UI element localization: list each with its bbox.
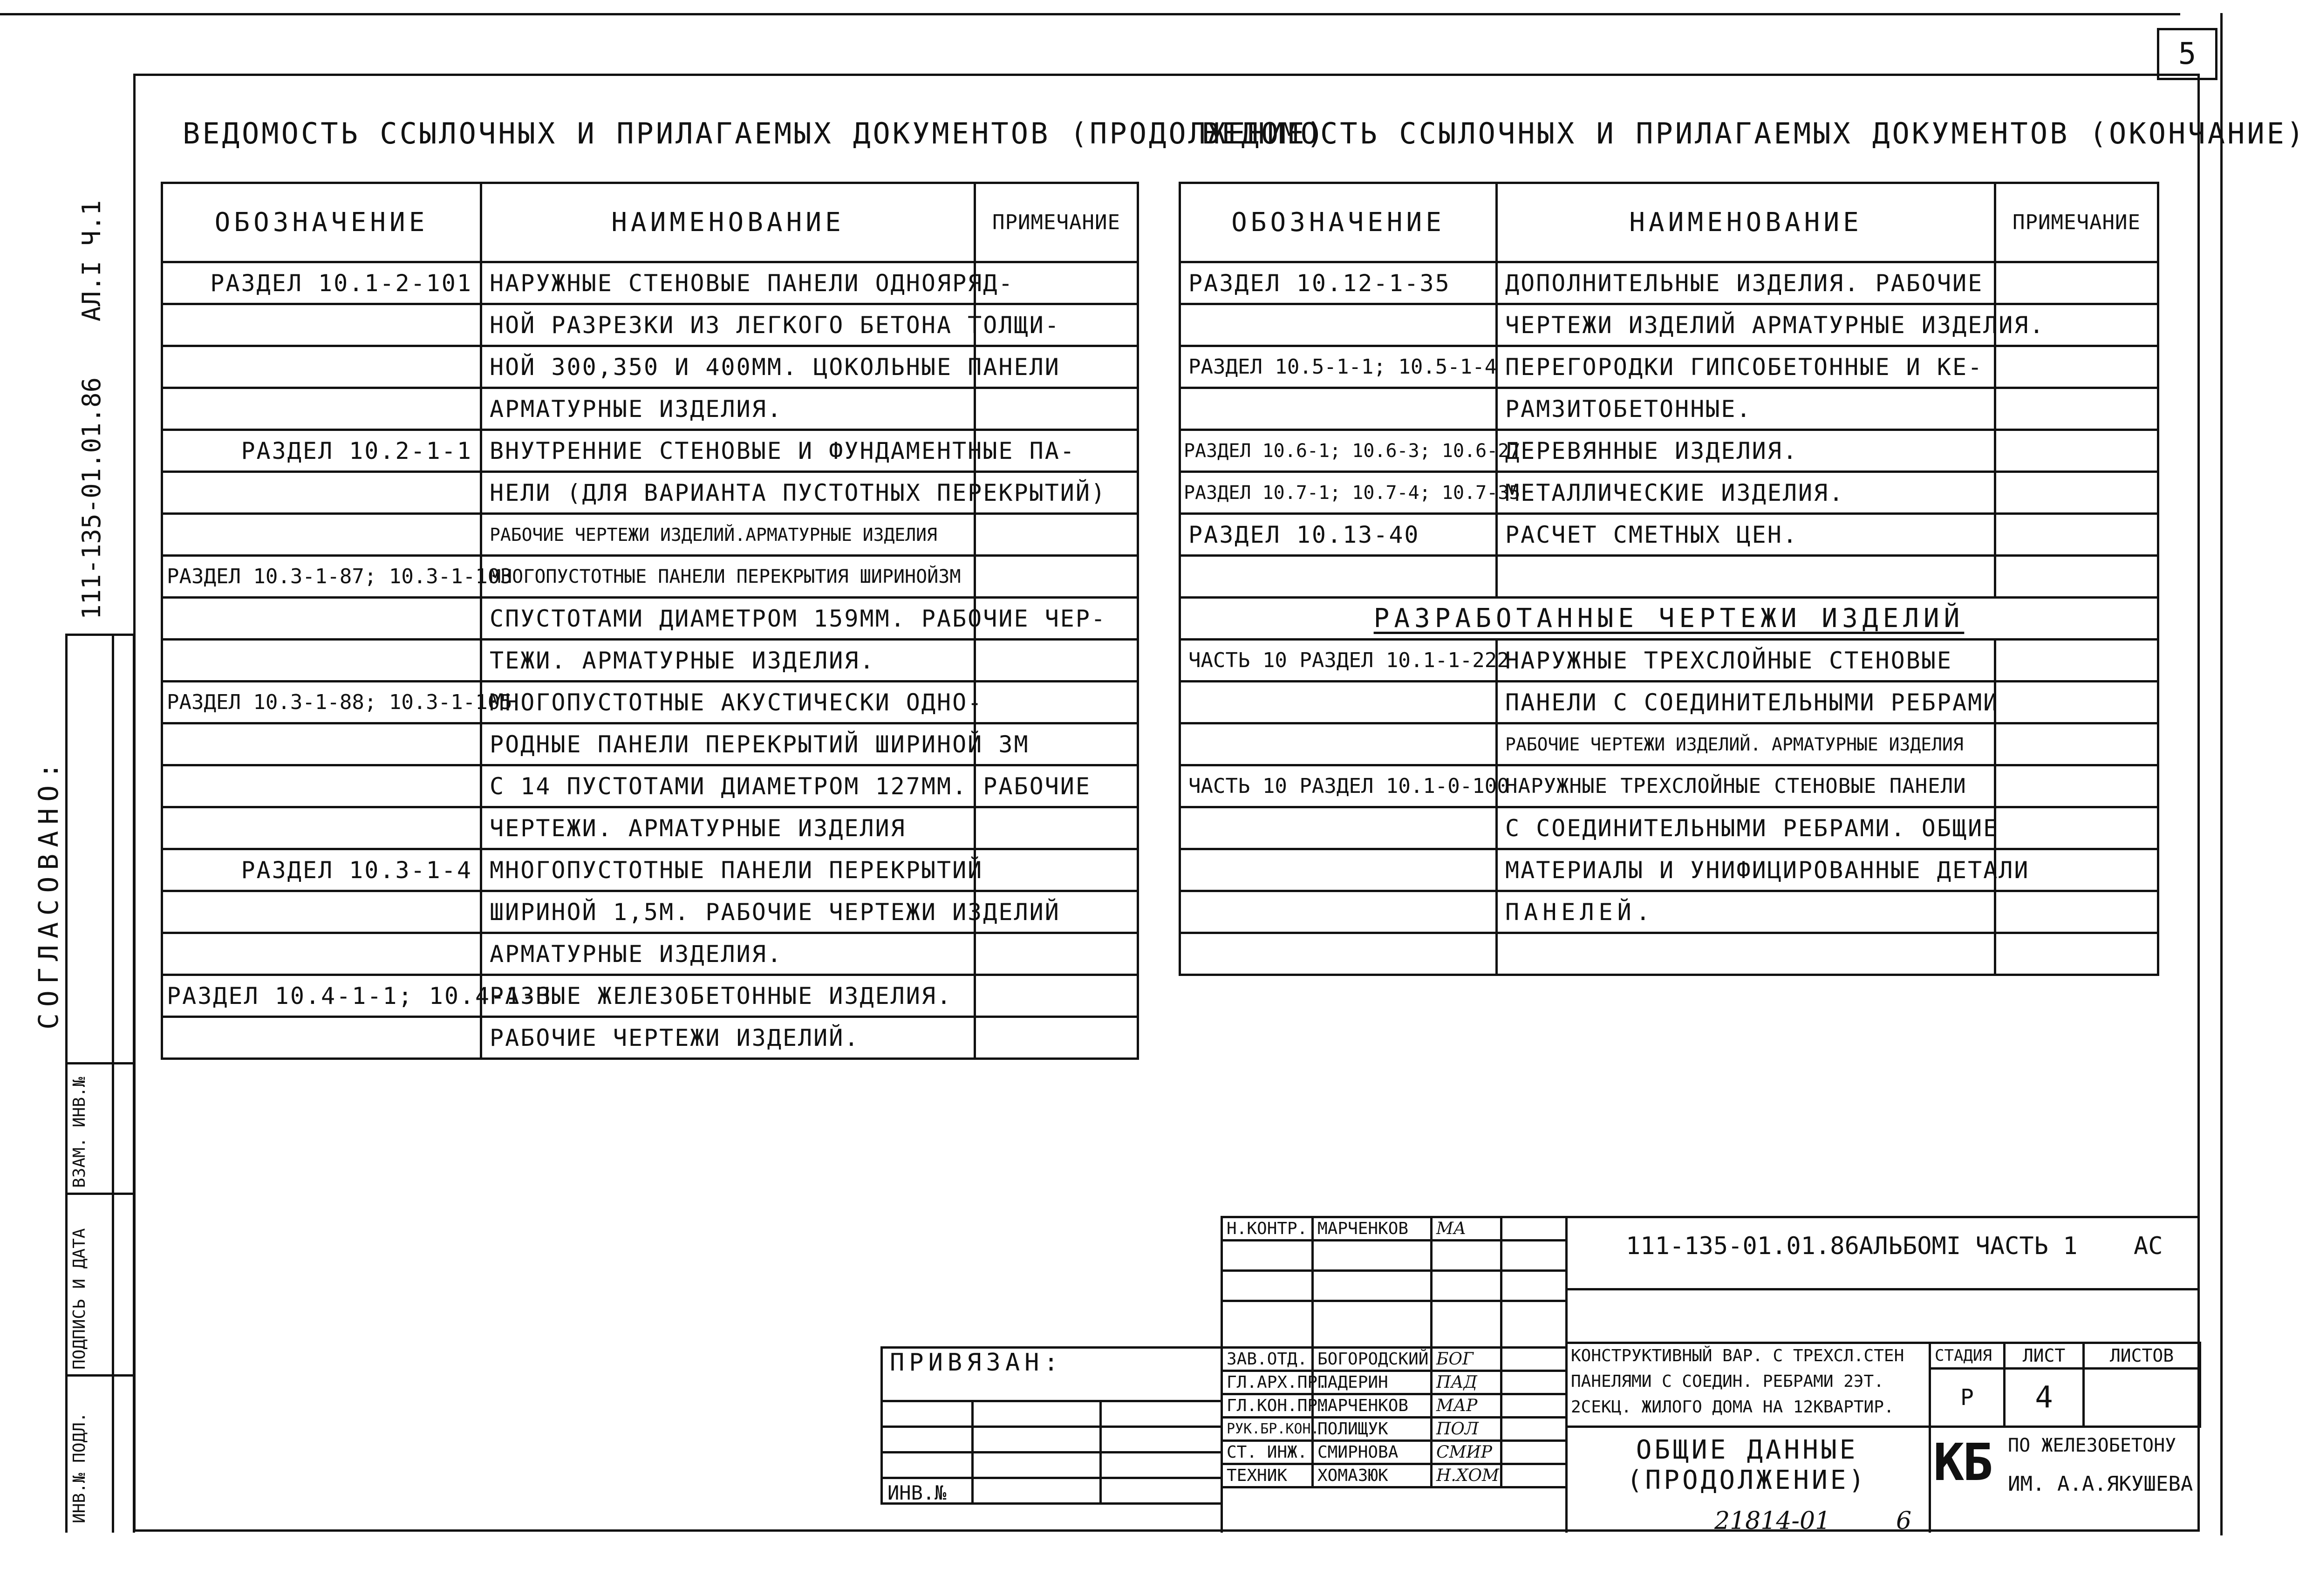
designation-code: 111-135-01.01.86 (1626, 1232, 1859, 1260)
table-row (162, 472, 1138, 514)
designation-cell (162, 598, 481, 640)
mark-code: АС (2134, 1232, 2163, 1260)
sheet-title-line-1: ОБЩИЕ ДАННЫЕ (1636, 1435, 1858, 1465)
stamp-inv-podl: ИНВ.№ ПОДЛ. (70, 1412, 89, 1523)
designation-cell (162, 723, 481, 765)
note-cell (975, 933, 1138, 975)
table-row (1180, 388, 2158, 430)
name-cell: ПЕРЕГОРОДКИ ГИПСОБЕТОННЫЕ И КЕ- (1497, 346, 1995, 388)
frame-right-border (2220, 13, 2223, 1535)
designation-cell (162, 304, 481, 346)
note-cell (975, 556, 1138, 598)
table-row (1180, 640, 2158, 682)
note-cell (1995, 472, 2158, 514)
binding-box-vline-1 (971, 1400, 974, 1505)
designation-cell (162, 472, 481, 514)
table-row (162, 765, 1138, 807)
table-row (162, 514, 1138, 556)
name-cell: НЕЛИ (ДЛЯ ВАРИАНТА ПУСТОТНЫХ ПЕРЕКРЫТИЙ) (481, 472, 975, 514)
col-header-name: НАИМЕНОВАНИЕ (481, 183, 975, 262)
designation-cell: РАЗДЕЛ 10.4-1-1; 10.4-1-3 (162, 975, 481, 1017)
designation-cell (1180, 891, 1497, 933)
name-cell: РОДНЫЕ ПАНЕЛИ ПЕРЕКРЫТИЙ ШИРИНОЙ 3М (481, 723, 975, 765)
note-cell (1995, 765, 2158, 807)
table-row (1180, 682, 2158, 723)
note-cell (1995, 891, 2158, 933)
designation-cell: ЧАСТЬ 10 РАЗДЕЛ 10.1-1-222 (1180, 640, 1497, 682)
designation-cell: РАЗДЕЛ 10.3-1-88; 10.3-1-105 (162, 682, 481, 723)
staff-role: Н.КОНТР. (1222, 1217, 1313, 1241)
description-line-3: 2СЕКЦ. ЖИЛОГО ДОМА НА 12КВАРТИР. (1571, 1398, 1894, 1417)
margin-strip-top (65, 634, 135, 636)
name-cell: НОЙ РАЗРЕЗКИ ИЗ ЛЕГКОГО БЕТОНА ТОЛЩИ- (481, 304, 975, 346)
col-header-designation: ОБОЗНАЧЕНИЕ (1180, 183, 1497, 262)
table-row (1180, 723, 2158, 765)
name-cell: НАРУЖНЫЕ ТРЕХСЛОЙНЫЕ СТЕНОВЫЕ ПАНЕЛИ (1497, 765, 1995, 807)
staff-name (1313, 1241, 1432, 1271)
staff-role: ЗАВ.ОТД. (1222, 1348, 1313, 1371)
frame-top-extension (0, 13, 2180, 15)
name-cell: РАМЗИТОБЕТОННЫЕ. (1497, 388, 1995, 430)
note-cell (975, 514, 1138, 556)
staff-row (1222, 1217, 1567, 1241)
table-row (1180, 765, 2158, 807)
staff-signature: БОГ (1432, 1348, 1501, 1371)
stage-header-row (1930, 1343, 2200, 1369)
right-table-title: ВЕДОМОСТЬ ССЫЛОЧНЫХ И ПРИЛАГАЕМЫХ ДОКУМЕНТОВ (ОКОНЧАНИЕ) (1202, 116, 2306, 150)
corner-number: 5 (2178, 37, 2197, 71)
name-cell: АРМАТУРНЫЕ ИЗДЕЛИЯ. (481, 933, 975, 975)
designation-cell: РАЗДЕЛ 10.5-1-1; 10.5-1-4 (1180, 346, 1497, 388)
note-cell (1995, 262, 2158, 304)
name-cell: МАТЕРИАЛЫ И УНИФИЦИРОВАННЫЕ ДЕТАЛИ (1497, 849, 1995, 891)
table-row (162, 388, 1138, 430)
staff-signature: СМИР (1432, 1441, 1501, 1464)
sheet-value: 4 (2005, 1369, 2084, 1427)
table-row (1180, 262, 2158, 304)
stage-value-row (1930, 1369, 2200, 1427)
note-cell (1995, 640, 2158, 682)
designation-cell: РАЗДЕЛ 10.12-1-35 (1180, 262, 1497, 304)
table-row (162, 346, 1138, 388)
note-cell (975, 849, 1138, 891)
sheets-label: ЛИСТОВ (2084, 1343, 2200, 1369)
designation-cell (1180, 682, 1497, 723)
staff-signature: ПОЛ (1432, 1418, 1501, 1441)
staff-row (1222, 1394, 1567, 1418)
table-row (162, 1017, 1138, 1059)
name-cell: ВНУТРЕННИЕ СТЕНОВЫЕ И ФУНДАМЕНТНЫЕ ПА- (481, 430, 975, 472)
table-row (162, 430, 1138, 472)
description-line-1: КОНСТРУКТИВНЫЙ ВАР. С ТРЕХСЛ.СТЕН (1571, 1346, 1904, 1365)
binding-box-line-2 (880, 1425, 1223, 1428)
designation-cell (162, 514, 481, 556)
staff-name (1313, 1301, 1432, 1348)
name-cell: СПУСТОТАМИ ДИАМЕТРОМ 159ММ. РАБОЧИЕ ЧЕР- (481, 598, 975, 640)
designation-cell: РАЗДЕЛ 10.7-1; 10.7-4; 10.7-35 (1180, 472, 1497, 514)
designation-cell (1180, 388, 1497, 430)
note-cell (975, 975, 1138, 1017)
note-cell (1995, 346, 2158, 388)
name-cell: С 14 ПУСТОТАМИ ДИАМЕТРОМ 127ММ. РАБОЧИЕ (481, 765, 975, 807)
note-cell (1995, 514, 2158, 556)
name-cell: НОЙ 300,350 И 400ММ. ЦОКОЛЬНЫЕ ПАНЕЛИ (481, 346, 975, 388)
org-line-1: ПО ЖЕЛЕЗОБЕТОНУ (2008, 1435, 2176, 1456)
designation-cell (1180, 807, 1497, 849)
stage-value: Р (1930, 1369, 2005, 1427)
description-line-2: ПАНЕЛЯМИ С СОЕДИН. РЕБРАМИ 2ЭТ. (1571, 1372, 1884, 1391)
margin-strip-cut-3 (65, 1374, 135, 1377)
designation-cell (1180, 304, 1497, 346)
sheet-label: ЛИСТ (2005, 1343, 2084, 1369)
name-cell: НАРУЖНЫЕ ТРЕХСЛОЙНЫЕ СТЕНОВЫЕ (1497, 640, 1995, 682)
org-line-2: ИМ. А.А.ЯКУШЕВА (2008, 1472, 2193, 1496)
designation-cell: РАЗДЕЛ 10.2-1-1 (162, 430, 481, 472)
staff-name: ХОМАЗЮК (1313, 1464, 1432, 1487)
margin-code: 111-135-01.01.86 (77, 377, 106, 620)
name-cell (1497, 933, 1995, 975)
name-cell: МЕТАЛЛИЧЕСКИЕ ИЗДЕЛИЯ. (1497, 472, 1995, 514)
staff-role: ТЕХНИК (1222, 1464, 1313, 1487)
note-cell (975, 807, 1138, 849)
subheading-row (1180, 598, 2158, 640)
col-header-name: НАИМЕНОВАНИЕ (1497, 183, 1995, 262)
designation-cell (162, 891, 481, 933)
note-cell (975, 640, 1138, 682)
table-header-row (1180, 183, 2158, 262)
left-documents-table (161, 182, 1139, 1060)
staff-role (1222, 1301, 1313, 1348)
table-row (1180, 807, 2158, 849)
table-row (162, 598, 1138, 640)
designation-cell: ЧАСТЬ 10 РАЗДЕЛ 10.1-0-100 (1180, 765, 1497, 807)
name-cell: ЧЕРТЕЖИ ИЗДЕЛИЙ АРМАТУРНЫЕ ИЗДЕЛИЯ. (1497, 304, 1995, 346)
table-row (162, 262, 1138, 304)
staff-role (1222, 1241, 1313, 1271)
staff-row (1222, 1271, 1567, 1301)
name-cell: ПАНЕЛЕЙ. (1497, 891, 1995, 933)
staff-row (1222, 1371, 1567, 1394)
developed-drawings-subheading: РАЗРАБОТАННЫЕ ЧЕРТЕЖИ ИЗДЕЛИЙ (1180, 598, 2158, 640)
designation-cell (162, 346, 481, 388)
designation-cell (162, 765, 481, 807)
staff-signature: МАР (1432, 1394, 1501, 1418)
col-header-note: ПРИМЕЧАНИЕ (1995, 183, 2158, 262)
stage-sheet-table (1929, 1342, 2201, 1428)
inv-label: ИНВ.№ (887, 1481, 947, 1504)
staff-role (1222, 1271, 1313, 1301)
table-row (162, 556, 1138, 598)
note-cell (975, 1017, 1138, 1059)
name-cell: НАРУЖНЫЕ СТЕНОВЫЕ ПАНЕЛИ ОДНОЯРЯД- (481, 262, 975, 304)
table-row (162, 640, 1138, 682)
binding-box-line-4 (880, 1477, 1223, 1479)
designation-cell: РАЗДЕЛ 10.1-2-101 (162, 262, 481, 304)
note-cell (1995, 933, 2158, 975)
name-cell: РАСЧЕТ СМЕТНЫХ ЦЕН. (1497, 514, 1995, 556)
table-header-row (162, 183, 1138, 262)
table-row (1180, 304, 2158, 346)
designation-cell (162, 933, 481, 975)
name-cell (1497, 556, 1995, 598)
note-cell (1995, 388, 2158, 430)
staff-name: МАРЧЕНКОВ (1313, 1217, 1432, 1241)
name-cell: РАБОЧИЕ ЧЕРТЕЖИ ИЗДЕЛИЙ.АРМАТУРНЫЕ ИЗДЕЛИЯ (481, 514, 975, 556)
stamp-vzam-inv: ВЗАМ. ИНВ.№ (70, 1077, 89, 1188)
note-cell (975, 388, 1138, 430)
designation-cell (1180, 933, 1497, 975)
staff-row (1222, 1348, 1567, 1371)
sheet-title-line-2: (ПРОДОЛЖЕНИЕ) (1626, 1465, 1868, 1495)
designation-cell (162, 807, 481, 849)
name-cell: МНОГОПУСТОТНЫЕ ПАНЕЛИ ПЕРЕКРЫТИЙ (481, 849, 975, 891)
table-row (1180, 849, 2158, 891)
name-cell: РАБОЧИЕ ЧЕРТЕЖИ ИЗДЕЛИЙ. АРМАТУРНЫЕ ИЗДЕЛИЯ (1497, 723, 1995, 765)
note-cell (1995, 430, 2158, 472)
note-cell (1995, 682, 2158, 723)
designation-cell: РАЗДЕЛ 10.13-40 (1180, 514, 1497, 556)
name-cell: ПАНЕЛИ С СОЕДИНИТЕЛЬНЫМИ РЕБРАМИ (1497, 682, 1995, 723)
table-row (1180, 346, 2158, 388)
right-documents-table (1179, 182, 2159, 976)
album-part: АЛЬБОМI ЧАСТЬ 1 (1859, 1232, 2078, 1260)
bottom-page-number: 6 (1896, 1507, 1912, 1535)
designation-cell: РАЗДЕЛ 10.3-1-4 (162, 849, 481, 891)
staff-name: МАРЧЕНКОВ (1313, 1394, 1432, 1418)
table-row (162, 891, 1138, 933)
designation-cell: РАЗДЕЛ 10.3-1-87; 10.3-1-103 (162, 556, 481, 598)
agreed-label: СОГЛАСОВАНО: (33, 756, 64, 1030)
staff-name: ПАДЕРИН (1313, 1371, 1432, 1394)
table-row (1180, 933, 2158, 975)
name-cell: ЧЕРТЕЖИ. АРМАТУРНЫЕ ИЗДЕЛИЯ (481, 807, 975, 849)
album-label: АЛ.I Ч.1 (77, 200, 106, 321)
staff-row (1222, 1418, 1567, 1441)
org-logo: КБ (1933, 1432, 1992, 1492)
table-row (162, 723, 1138, 765)
staff-signature (1432, 1241, 1501, 1271)
note-cell (1995, 807, 2158, 849)
binding-box-line-1 (880, 1400, 1223, 1402)
staff-row (1222, 1301, 1567, 1348)
staff-signature (1432, 1271, 1501, 1301)
designation-row-line (1565, 1288, 2199, 1290)
table-row (162, 304, 1138, 346)
table-row (1180, 891, 2158, 933)
margin-strip-cut-2 (65, 1193, 135, 1195)
staff-signature (1432, 1301, 1501, 1348)
name-cell: РАБОЧИЕ ЧЕРТЕЖИ ИЗДЕЛИЙ. (481, 1017, 975, 1059)
staff-row (1222, 1441, 1567, 1464)
name-cell: МНОГОПУСТОТНЫЕ АКУСТИЧЕСКИ ОДНО- (481, 682, 975, 723)
designation-cell (1180, 849, 1497, 891)
staff-role: СТ. ИНЖ. (1222, 1441, 1313, 1464)
designation-cell (162, 640, 481, 682)
staff-row (1222, 1241, 1567, 1271)
bottom-archive-number: 21814-01 (1714, 1507, 1831, 1535)
table-row (162, 849, 1138, 891)
margin-strip-cut-1 (65, 1062, 135, 1064)
binding-box-line-3 (880, 1451, 1223, 1453)
name-cell: ТЕЖИ. АРМАТУРНЫЕ ИЗДЕЛИЯ. (481, 640, 975, 682)
staff-row (1222, 1464, 1567, 1487)
designation-cell: РАЗДЕЛ 10.6-1; 10.6-3; 10.6-27 (1180, 430, 1497, 472)
table-row (162, 933, 1138, 975)
table-row (1180, 556, 2158, 598)
left-table-title: ВЕДОМОСТЬ ССЫЛОЧНЫХ И ПРИЛАГАЕМЫХ ДОКУМЕНТОВ (ПРОДОЛЖЕНИЕ) (183, 116, 1326, 150)
staff-name (1313, 1271, 1432, 1301)
table-row (1180, 514, 2158, 556)
designation-cell (1180, 556, 1497, 598)
name-cell: ДОПОЛНИТЕЛЬНЫЕ ИЗДЕЛИЯ. РАБОЧИЕ (1497, 262, 1995, 304)
staff-role: ГЛ.КОН.ПР. (1222, 1394, 1313, 1418)
table-row (162, 682, 1138, 723)
stage-label: СТАДИЯ (1930, 1343, 2005, 1369)
margin-strip-divider (112, 634, 114, 1533)
col-header-designation: ОБОЗНАЧЕНИЕ (162, 183, 481, 262)
table-row (162, 807, 1138, 849)
stamp-signature-date: ПОДПИСЬ И ДАТА (70, 1228, 89, 1370)
bound-label: ПРИВЯЗАН: (890, 1349, 1063, 1377)
staff-role: РУК.БР.КОН. (1222, 1418, 1313, 1441)
name-cell: ШИРИНОЙ 1,5М. РАБОЧИЕ ЧЕРТЕЖИ ИЗДЕЛИЙ (481, 891, 975, 933)
table-row (1180, 472, 2158, 514)
table-row (162, 975, 1138, 1017)
col-header-note: ПРИМЕЧАНИЕ (975, 183, 1138, 262)
sheets-value (2084, 1369, 2200, 1427)
staff-signature: ПАД (1432, 1371, 1501, 1394)
name-cell: С СОЕДИНИТЕЛЬНЫМИ РЕБРАМИ. ОБЩИЕ (1497, 807, 1995, 849)
note-cell (975, 682, 1138, 723)
note-cell (1995, 556, 2158, 598)
designation-cell (162, 388, 481, 430)
table-row (1180, 430, 2158, 472)
staff-name: ПОЛИЩУК (1313, 1418, 1432, 1441)
staff-role: ГЛ.АРХ.ПР. (1222, 1371, 1313, 1394)
name-cell: РАЗНЫЕ ЖЕЛЕЗОБЕТОННЫЕ ИЗДЕЛИЯ. (481, 975, 975, 1017)
designation-cell (1180, 723, 1497, 765)
binding-box-vline-2 (1099, 1400, 1102, 1505)
name-cell: АРМАТУРНЫЕ ИЗДЕЛИЯ. (481, 388, 975, 430)
staff-signature: МА (1432, 1217, 1501, 1241)
staff-signature: Н.ХОМ (1432, 1464, 1501, 1487)
note-cell (1995, 723, 2158, 765)
name-cell: ДЕРЕВЯННЫЕ ИЗДЕЛИЯ. (1497, 430, 1995, 472)
name-cell: МНОГОПУСТОТНЫЕ ПАНЕЛИ ПЕРЕКРЫТИЯ ШИРИНОЙ3М (481, 556, 975, 598)
staff-name: СМИРНОВА (1313, 1441, 1432, 1464)
staff-table (1221, 1216, 1568, 1488)
designation-cell (162, 1017, 481, 1059)
staff-name: БОГОРОДСКИЙ (1313, 1348, 1432, 1371)
